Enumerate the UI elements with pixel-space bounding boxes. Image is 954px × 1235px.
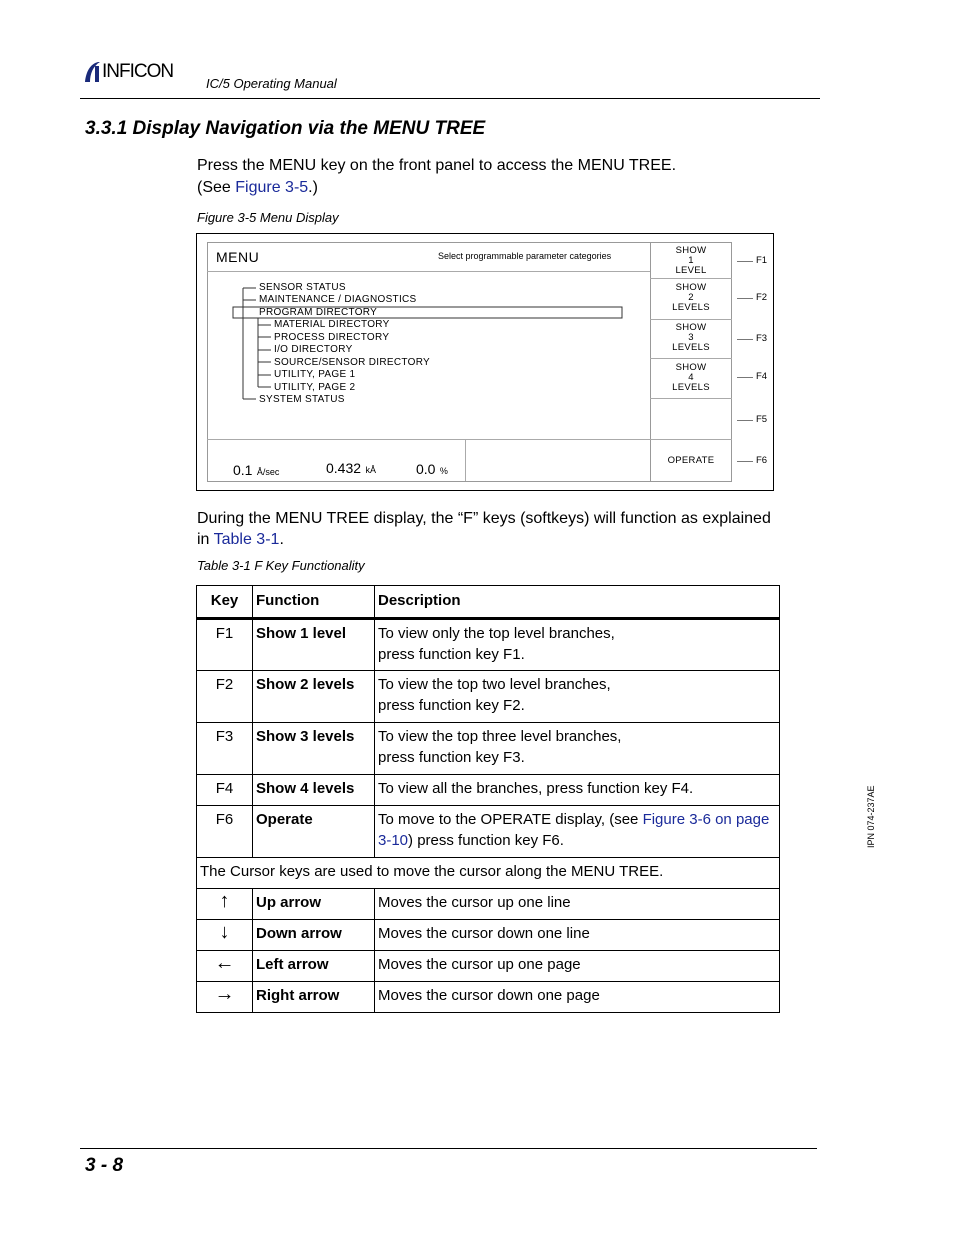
softkey-line: 1 <box>688 255 694 266</box>
table-row <box>197 671 780 723</box>
row-function: Show 2 levels <box>253 671 375 723</box>
desc-suffix: ) press function key F6. <box>408 832 564 849</box>
desc-line: To view the top two level branches, <box>378 676 611 693</box>
tree-item-source-sensor-directory: SOURCE/SENSOR DIRECTORY <box>274 357 431 368</box>
para2-line-2-suffix: . <box>279 531 284 548</box>
softkey-line: 3 <box>688 332 694 343</box>
row-function: Up arrow <box>253 889 375 920</box>
status-divider <box>465 439 466 481</box>
table-header-row <box>197 586 780 619</box>
up-arrow-icon: ↑ <box>197 889 253 920</box>
tree-item-maintenance: MAINTENANCE / DIAGNOSTICS <box>259 294 417 305</box>
f3-leader <box>737 339 753 340</box>
thickness-value: 0.432 <box>326 460 362 476</box>
softkey-line: SHOW <box>675 245 707 256</box>
footer-rule <box>80 1148 817 1149</box>
f6-leader <box>737 461 753 462</box>
right-arrow-icon: → <box>197 982 253 1013</box>
intro-line-2-prefix: (See <box>197 179 236 196</box>
f5-label: F5 <box>756 414 768 425</box>
power-value: 0.0 <box>416 461 436 477</box>
softkey-line: 4 <box>688 372 694 383</box>
header-rule <box>80 98 820 99</box>
f-key-table <box>196 585 780 1013</box>
row-description <box>375 619 780 671</box>
row-function: Show 3 levels <box>253 723 375 775</box>
row-function: Show 4 levels <box>253 775 375 806</box>
intro-line-2 <box>197 177 318 198</box>
ipn-side-label <box>862 780 882 850</box>
softkey-line: OPERATE <box>667 455 715 466</box>
header-function: Function <box>253 586 375 619</box>
table-caption: Table 3-1 F Key Functionality <box>197 558 365 573</box>
screen-divider-top <box>207 271 651 272</box>
softkey-divider <box>650 278 732 279</box>
softkey-line: SHOW <box>675 282 707 293</box>
row-description <box>375 806 780 858</box>
intro-line-1: Press the MENU key on the front panel to access the MENU TREE. <box>197 157 677 174</box>
softkey-line: 2 <box>688 292 694 303</box>
row-description: Moves the cursor up one page <box>375 951 780 982</box>
ipn-text: IPN 074-237AE <box>866 785 876 848</box>
row-key: F6 <box>197 806 253 858</box>
header-key: Key <box>197 586 253 619</box>
f1-label: F1 <box>756 255 768 266</box>
manual-title: IC/5 Operating Manual <box>206 76 337 91</box>
row-function: Down arrow <box>253 920 375 951</box>
f5-leader <box>737 420 753 421</box>
tree-item-process-directory: PROCESS DIRECTORY <box>274 332 390 343</box>
softkey-operate[interactable] <box>650 456 732 466</box>
para2-line-1: During the MENU TREE display, the “F” keys (softkeys) will function as explained <box>197 510 771 527</box>
softkey-show-2-levels[interactable] <box>650 283 732 313</box>
desc-line: press function key F2. <box>378 697 525 714</box>
f3-label: F3 <box>756 333 768 344</box>
desc-line: press function key F3. <box>378 749 525 766</box>
softkey-line: LEVEL <box>675 265 707 276</box>
table-row <box>197 775 780 806</box>
table-row <box>197 889 780 920</box>
thickness-readout <box>326 460 376 478</box>
menu-hint: Select programmable parameter categories <box>438 251 612 261</box>
rate-readout <box>233 462 279 480</box>
softkey-show-3-levels[interactable] <box>650 323 732 353</box>
f2-leader <box>737 298 753 299</box>
down-arrow-icon: ↓ <box>197 920 253 951</box>
tree-item-utility-page-1: UTILITY, PAGE 1 <box>274 369 356 380</box>
f2-label: F2 <box>756 292 768 303</box>
tree-item-program-directory: PROGRAM DIRECTORY <box>259 307 378 318</box>
left-arrow-icon: ← <box>197 951 253 982</box>
para2-line-2 <box>197 529 284 550</box>
row-description: Moves the cursor down one line <box>375 920 780 951</box>
table-row <box>197 951 780 982</box>
row-description <box>375 775 780 806</box>
screen-divider-bottom <box>207 439 651 440</box>
table-row-cursor-note <box>197 858 780 889</box>
table-row <box>197 920 780 951</box>
softkey-show-1-level[interactable] <box>650 246 732 276</box>
softkey-divider <box>650 398 732 399</box>
desc-line: press function key F1. <box>378 646 525 663</box>
intro-line-2-suffix: .) <box>308 179 318 196</box>
softkey-line: LEVELS <box>672 342 710 353</box>
desc-line: To view only the top level branches, <box>378 625 615 642</box>
inficon-logo <box>82 60 197 86</box>
f1-leader <box>737 261 753 262</box>
softkey-line: SHOW <box>675 322 707 333</box>
figure-3-5-link[interactable]: Figure 3-5 <box>235 179 309 196</box>
row-key: F4 <box>197 775 253 806</box>
menu-label: MENU <box>216 249 260 265</box>
inficon-logo-icon <box>82 60 102 84</box>
row-key: F2 <box>197 671 253 723</box>
tree-item-system-status: SYSTEM STATUS <box>259 394 345 405</box>
rate-unit: Å/sec <box>256 467 280 477</box>
table-row <box>197 619 780 671</box>
tree-item-io-directory: I/O DIRECTORY <box>274 344 353 355</box>
f4-label: F4 <box>756 371 768 382</box>
f6-label: F6 <box>756 455 768 466</box>
thickness-unit: kÅ <box>365 465 377 475</box>
table-row <box>197 982 780 1013</box>
tree-item-utility-page-2: UTILITY, PAGE 2 <box>274 382 356 393</box>
desc-line: To view the top three level branches, <box>378 728 622 745</box>
figure-3-6-link[interactable]: Figure 3-6 on page 3-10 <box>378 811 770 849</box>
table-row-operate <box>197 806 780 858</box>
row-function: Right arrow <box>253 982 375 1013</box>
tree-item-material-directory: MATERIAL DIRECTORY <box>274 319 390 330</box>
desc-prefix: To move to the OPERATE display, (see <box>378 811 643 828</box>
softkey-line: LEVELS <box>672 302 710 313</box>
rate-value: 0.1 <box>233 462 253 478</box>
softkey-divider <box>650 358 732 359</box>
row-description <box>375 723 780 775</box>
brand-name: INFICON <box>102 61 174 82</box>
cursor-note: The Cursor keys are used to move the cursor along the MENU TREE. <box>197 858 780 889</box>
softkey-divider <box>650 319 732 320</box>
softkey-line: SHOW <box>675 362 707 373</box>
power-unit: % <box>439 466 448 476</box>
table-row <box>197 723 780 775</box>
softkey-line: LEVELS <box>672 382 710 393</box>
f4-leader <box>737 377 753 378</box>
tree-item-sensor-status: SENSOR STATUS <box>259 282 346 293</box>
desc-line: To view all the branches, press function key F4. <box>378 780 694 797</box>
row-key: F1 <box>197 619 253 671</box>
row-key: F3 <box>197 723 253 775</box>
header-description: Description <box>375 586 780 619</box>
softkey-show-4-levels[interactable] <box>650 363 732 393</box>
figure-caption: Figure 3-5 Menu Display <box>197 210 339 225</box>
section-title: 3.3.1 Display Navigation via the MENU TREE <box>85 118 486 139</box>
row-description <box>375 671 780 723</box>
table-3-1-link[interactable]: Table 3-1 <box>213 531 280 548</box>
para2-line-2-prefix: in <box>197 531 214 548</box>
softkey-divider <box>650 439 732 440</box>
page-number: 3 - 8 <box>85 1155 124 1176</box>
row-function: Operate <box>253 806 375 858</box>
row-function: Left arrow <box>253 951 375 982</box>
power-readout <box>416 461 448 479</box>
row-function: Show 1 level <box>253 619 375 671</box>
row-description: Moves the cursor down one page <box>375 982 780 1013</box>
row-description: Moves the cursor up one line <box>375 889 780 920</box>
